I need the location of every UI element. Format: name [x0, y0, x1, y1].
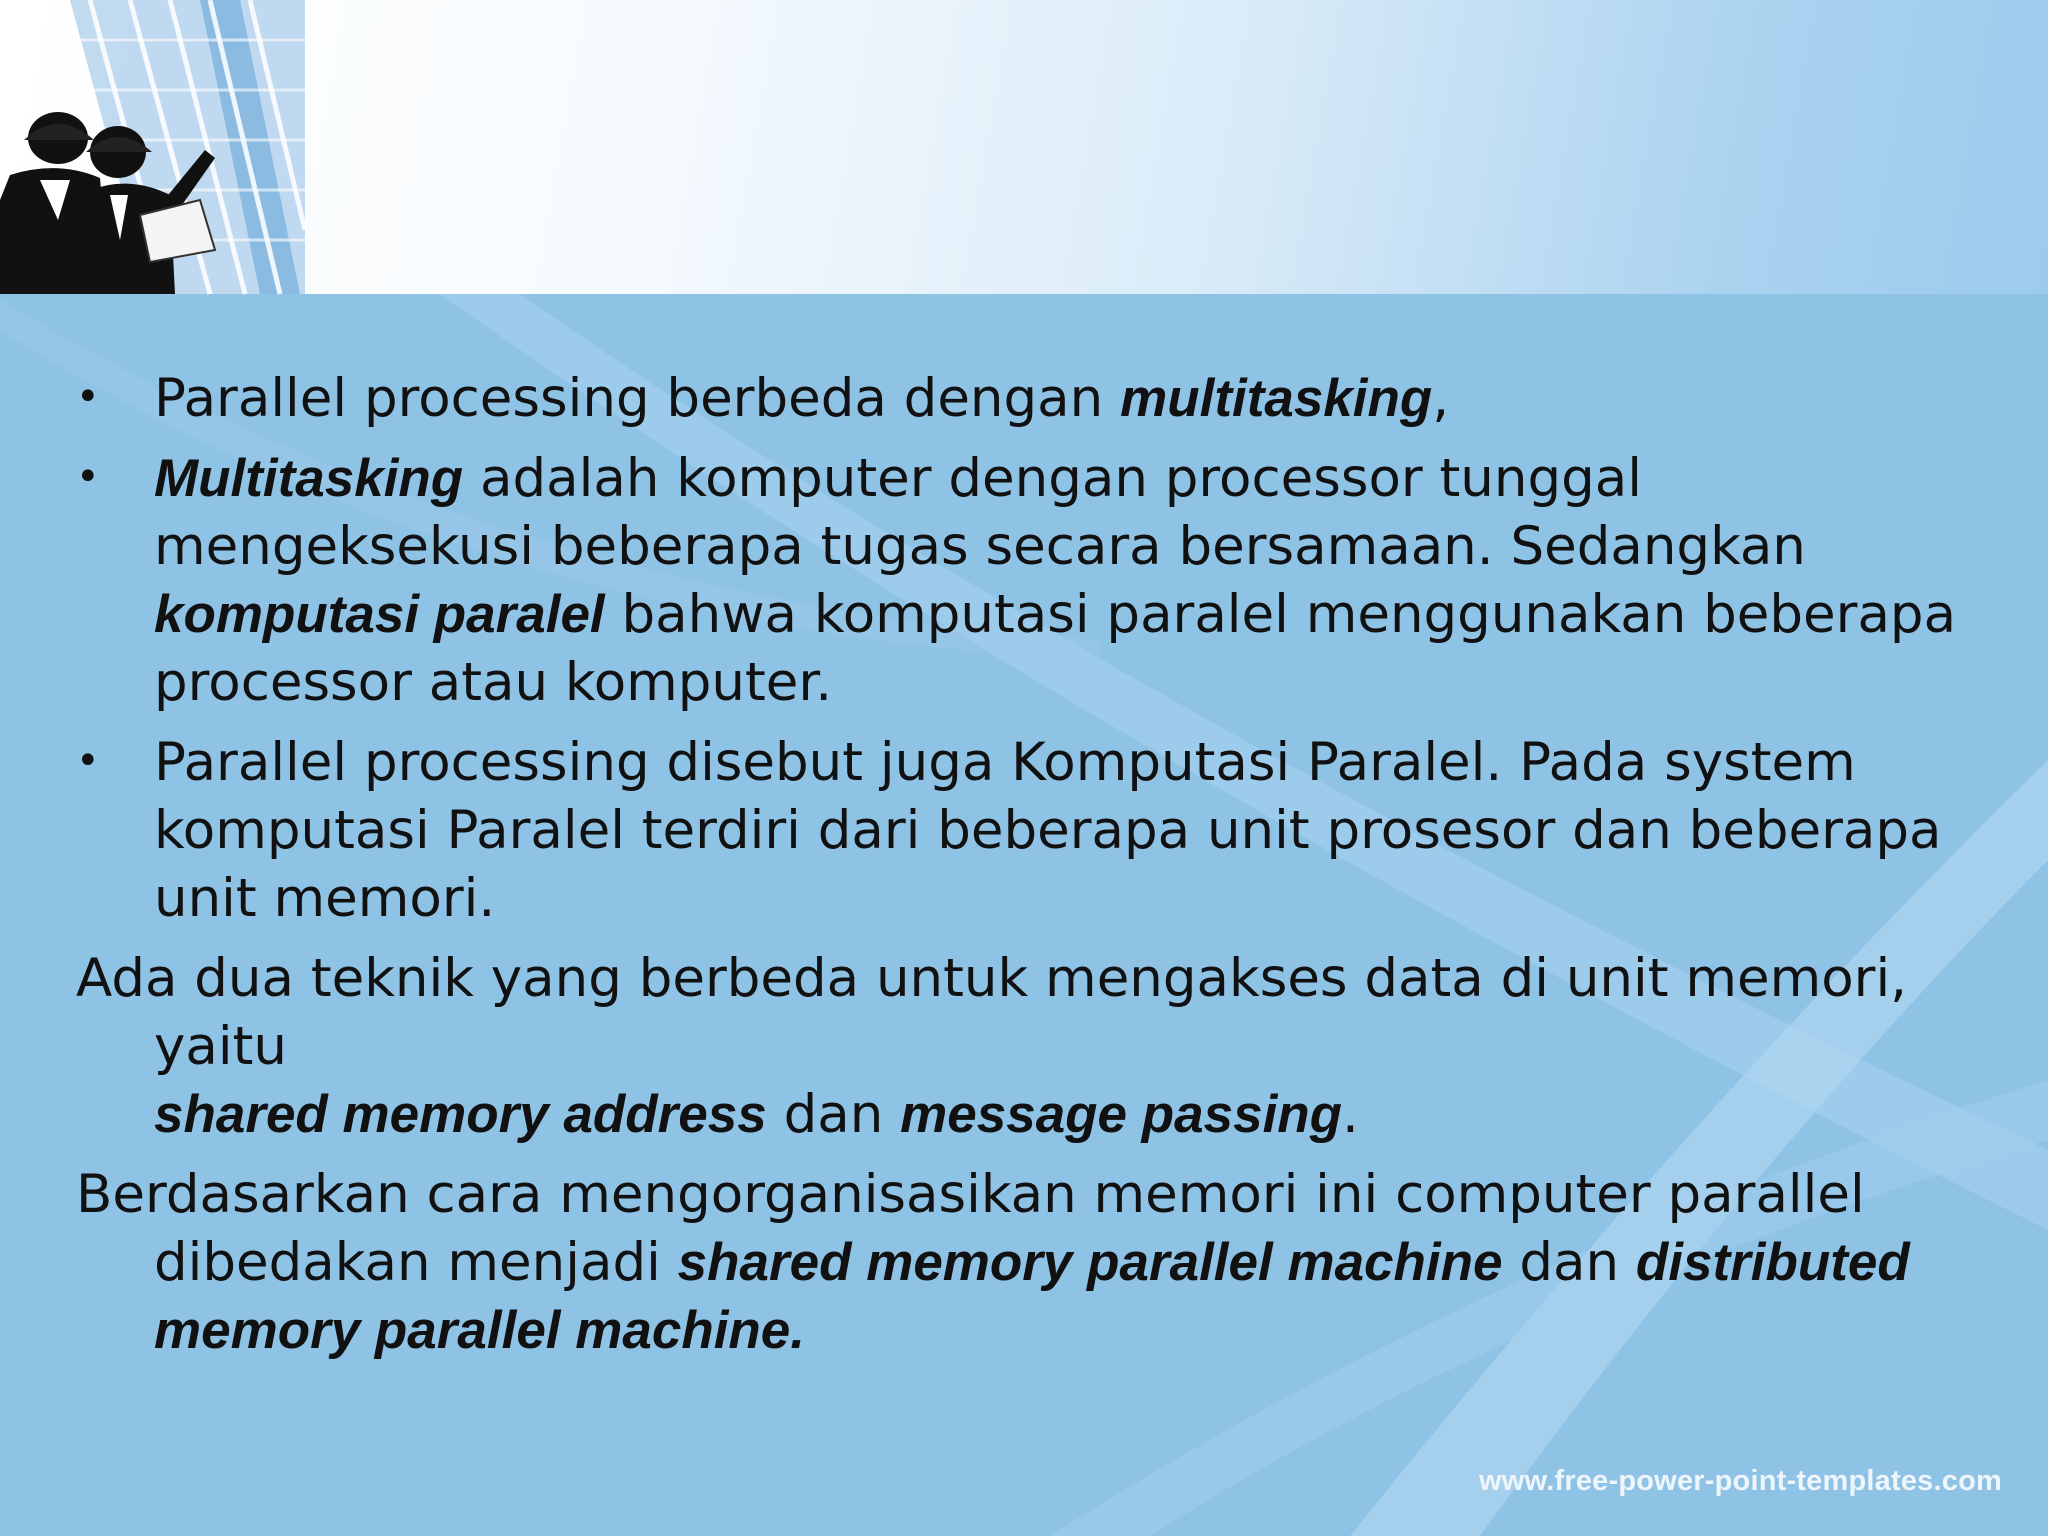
paragraph-memory-access — [76, 945, 1976, 1149]
text-run: Berdasarkan cara mengorganisasikan memori ini computer parallel dibedakan menjadi — [76, 1164, 1865, 1293]
bullet-item — [76, 729, 1976, 933]
emphasized-term: komputasi paralel — [154, 585, 605, 644]
emphasized-term: shared memory parallel machine — [677, 1233, 1503, 1292]
text-run: dan — [1502, 1232, 1636, 1293]
watermark: www.free-power-point-templates.com — [1479, 1465, 2002, 1497]
bullet-marker: • — [76, 454, 100, 500]
emphasized-term: multitasking — [1120, 369, 1433, 428]
bullet-marker: • — [76, 374, 100, 420]
emphasized-term: Multitasking — [154, 449, 464, 508]
bullet-item — [76, 365, 1976, 433]
emphasized-term: shared memory address — [154, 1085, 767, 1144]
emphasized-term: distributed memory parallel machine. — [154, 1233, 1910, 1360]
text-run: Parallel processing berbeda dengan — [154, 368, 1121, 429]
text-run: adalah komputer dengan processor tunggal mengeksekusi beberapa tugas secara bersamaan. Sedangkan — [154, 448, 1806, 577]
bullet-text: Parallel processing disebut juga Komputasi Paralel. Pada system komputasi Paralel terdiri dari beberapa unit prosesor dan beberapa unit memori. — [154, 732, 1942, 929]
text-run: . — [1342, 1084, 1359, 1145]
text-run: dan — [766, 1084, 901, 1145]
text-run: , — [1432, 368, 1450, 429]
bullet-text — [154, 448, 1956, 713]
paragraph-line: Ada dua teknik yang berbeda untuk mengakses data di unit memori, yaitu — [76, 948, 1908, 1077]
paragraph-memory-organization — [76, 1161, 1976, 1365]
bullet-marker: • — [76, 738, 100, 784]
emphasized-term: message passing — [900, 1085, 1343, 1144]
bullet-item — [76, 445, 1976, 717]
text-run: bahwa komputasi paralel menggunakan beberapa processor atau komputer. — [154, 584, 1957, 713]
slide-content — [76, 365, 1976, 1377]
paragraph-terms — [154, 1084, 1359, 1145]
bullet-text — [154, 368, 1449, 429]
